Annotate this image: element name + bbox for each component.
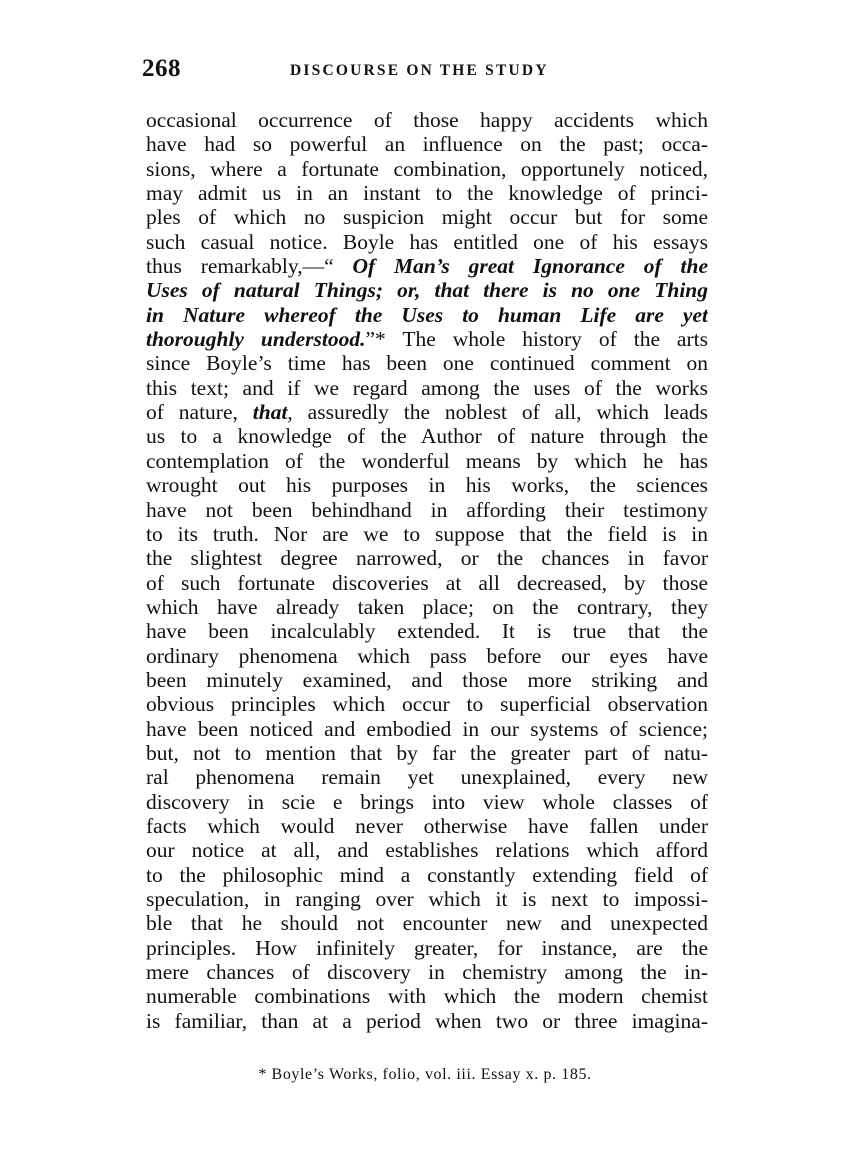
text-line: have been noticed and embodied in our systems of science; xyxy=(146,716,708,741)
text-line: facts which would never otherwise have fallen under xyxy=(146,813,708,838)
text-line: thus remarkably,—“ Of Man’s great Ignorance of the xyxy=(146,254,708,279)
essay-title-italic: thoroughly understood. xyxy=(146,327,366,352)
essay-title-italic: in Nature whereof the Uses to human Life are yet xyxy=(146,302,708,327)
text-line: numerable combinations with which the modern chemist xyxy=(146,984,708,1009)
text-line xyxy=(146,278,708,302)
text-line: principles. How infinitely greater, for instance, are the xyxy=(146,935,708,960)
text-line: wrought out his purposes in his works, the sciences xyxy=(146,473,708,498)
footnote: * Boyle’s Works, folio, vol. iii. Essay x. p. 185. xyxy=(258,1066,592,1083)
text-line: been minutely examined, and those more striking and xyxy=(146,667,708,692)
text-line: which have already taken place; on the contrary, they xyxy=(146,594,708,619)
text-line: have been incalculably extended. It is true that the xyxy=(146,619,708,644)
body-text xyxy=(146,108,708,1033)
text-line: have not been behindhand in affording their testimony xyxy=(146,497,708,522)
text-line: occasional occurrence of those happy accidents which xyxy=(146,108,708,132)
text-line: our notice at all, and establishes relations which afford xyxy=(146,838,708,863)
text-line: contemplation of the wonderful means by which he has xyxy=(146,448,708,473)
text-line: the slightest degree narrowed, or the chances in favor xyxy=(146,546,708,571)
text-line: sions, where a fortunate combination, opportunely noticed, xyxy=(146,156,708,181)
essay-title-italic: Uses of natural Things; or, that there is no one Thing xyxy=(146,278,708,303)
emphasis-italic: that xyxy=(252,400,288,425)
text-line: to the philosophic mind a constantly extending field of xyxy=(146,862,708,887)
text-line: speculation, in ranging over which it is next to impossi- xyxy=(146,887,708,911)
text-line: is familiar, than at a period when two or three imagina- xyxy=(146,1008,708,1033)
page-number: 268 xyxy=(142,55,181,82)
text-line: mere chances of discovery in chemistry among the in- xyxy=(146,960,708,985)
text-line: ordinary phenomena which pass before our eyes have xyxy=(146,643,708,668)
text-line: this text; and if we regard among the uses of the works xyxy=(146,375,708,400)
essay-title-italic: Of Man’s great Ignorance of the xyxy=(352,254,708,279)
text-line: ral phenomena remain yet unexplained, every new xyxy=(146,765,708,790)
running-head xyxy=(142,55,712,85)
text-line: ble that he should not encounter new and unexpected xyxy=(146,911,708,936)
text-line: of such fortunate discoveries at all decreased, by those xyxy=(146,570,708,595)
text-line: obvious principles which occur to superficial observation xyxy=(146,692,708,717)
text-line: thoroughly understood.”* The whole history of the arts xyxy=(146,327,708,352)
text-line: have had so powerful an influence on the past; occa- xyxy=(146,132,708,157)
text-line: us to a knowledge of the Author of nature through the xyxy=(146,424,708,449)
text-line xyxy=(146,303,708,327)
text-line: discovery in scie e brings into view whole classes of xyxy=(146,789,708,814)
text-line: ples of which no suspicion might occur but for some xyxy=(146,205,708,230)
text-line: but, not to mention that by far the greater part of natu- xyxy=(146,740,708,765)
text-line: of nature, that, assuredly the noblest of all, which leads xyxy=(146,400,708,425)
text-line: such casual notice. Boyle has entitled one of his essays xyxy=(146,229,708,254)
running-title: DISCOURSE ON THE STUDY xyxy=(290,62,549,79)
text-line: to its truth. Nor are we to suppose that the field is in xyxy=(146,521,708,546)
text-line: may admit us in an instant to the knowledge of princi- xyxy=(146,181,708,206)
text-line: since Boyle’s time has been one continued comment on xyxy=(146,351,708,376)
